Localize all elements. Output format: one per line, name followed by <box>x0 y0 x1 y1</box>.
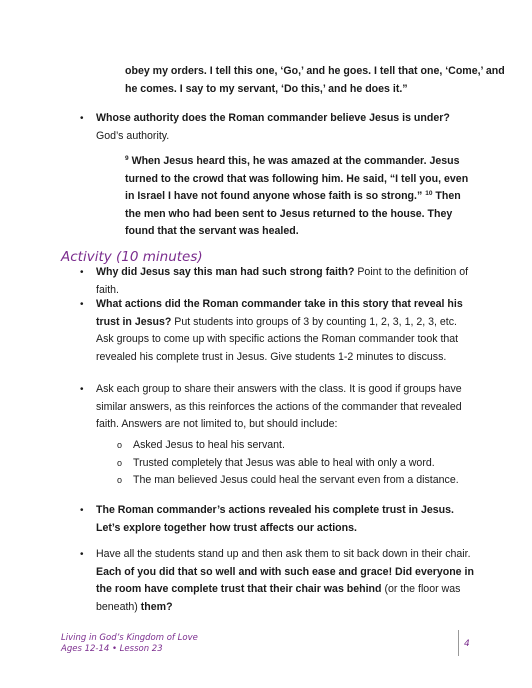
actions-instructions: Put students into groups of 3 by counting 1, 2, 3, 1, 2, 3, etc. Ask groups to come up with specific actions the Roman commander took that revealed his complete trust in Jesus. Give students 1-2 minutes to discuss. <box>96 315 459 363</box>
faith-answer: Point to the definition of faith. <box>96 266 469 296</box>
footer-title <box>61 633 198 655</box>
sub-list-item: Asked Jesus to heal his servant. <box>133 439 285 451</box>
bullet-marker: • <box>80 299 84 310</box>
authority-question: Whose authority does the Roman commander believe Jesus is under? <box>96 112 450 124</box>
bullet-marker: • <box>80 267 84 278</box>
bullet-marker: • <box>80 113 84 124</box>
page-number: 4 <box>464 639 470 649</box>
activity-heading: Activity (10 minutes) <box>61 249 203 265</box>
trust-statement-item: The Roman commander’s actions revealed his complete trust in Jesus. Let’s explore together how trust affects our actions. <box>96 504 454 534</box>
faith-question: Why did Jesus say this man had such strong faith? <box>96 266 355 278</box>
bullet-marker: • <box>80 549 84 560</box>
sub-bullet-marker: o <box>117 458 123 468</box>
sub-bullet-marker: o <box>117 440 123 450</box>
bullet-marker: • <box>80 384 84 395</box>
verse-10-text: Then the men who had been sent to Jesus returned to the house. They found that the servant was healed. <box>125 190 461 237</box>
chair-aside: (or the floor was beneath) <box>96 583 461 613</box>
quote-continuation <box>125 63 505 98</box>
sub-bullet-marker: o <box>117 475 123 485</box>
chair-question: Each of you did that so well and with such ease and grace! Did everyone in the room have complete trust that their chair was behind <box>96 565 474 595</box>
quote-line-1: obey my orders. I tell this one, ‘Go,’ and he goes. I tell that one, ‘Come,’ and <box>125 65 505 77</box>
actions-question: What actions did the Roman commander take in this story that reveal his trust in Jesus? <box>96 298 463 328</box>
scripture-passage <box>125 153 477 241</box>
chair-question-end: them? <box>140 600 173 613</box>
quote-line-2: he comes. I say to my servant, ‘Do this,’ and he does it.” <box>125 82 408 95</box>
faith-question-item <box>96 264 476 299</box>
verse-9-number: 9 <box>125 155 129 162</box>
footer-lesson: Ages 12-14 • Lesson 23 <box>61 644 163 654</box>
sub-list-item: The man believed Jesus could heal the servant even from a distance. <box>133 474 459 486</box>
footer-series: Living in God’s Kingdom of Love <box>61 633 198 643</box>
actions-question-item <box>96 296 476 366</box>
chair-instruction: Have all the students stand up and then ask them to sit back down in their chair. <box>96 548 471 560</box>
authority-answer: God’s authority. <box>96 129 170 142</box>
chair-activity-item <box>96 546 476 616</box>
bullet-marker: • <box>80 505 84 516</box>
share-answers-item: Ask each group to share their answers with the class. It is good if groups have similar answers, as this reinforces the actions of the commander that revealed faith. Answers are not limited to, but should include: <box>96 383 462 430</box>
authority-question-item <box>96 110 476 145</box>
sub-list-item: Trusted completely that Jesus was able to heal with only a word. <box>133 457 435 469</box>
footer-divider <box>458 630 459 656</box>
verse-10-number: 10 <box>425 190 433 197</box>
verse-9-text: When Jesus heard this, he was amazed at the commander. Jesus turned to the crowd that was following him. He said, “I tell you, even in Israel I have not found anyone whose faith is so strong.” <box>125 155 469 202</box>
